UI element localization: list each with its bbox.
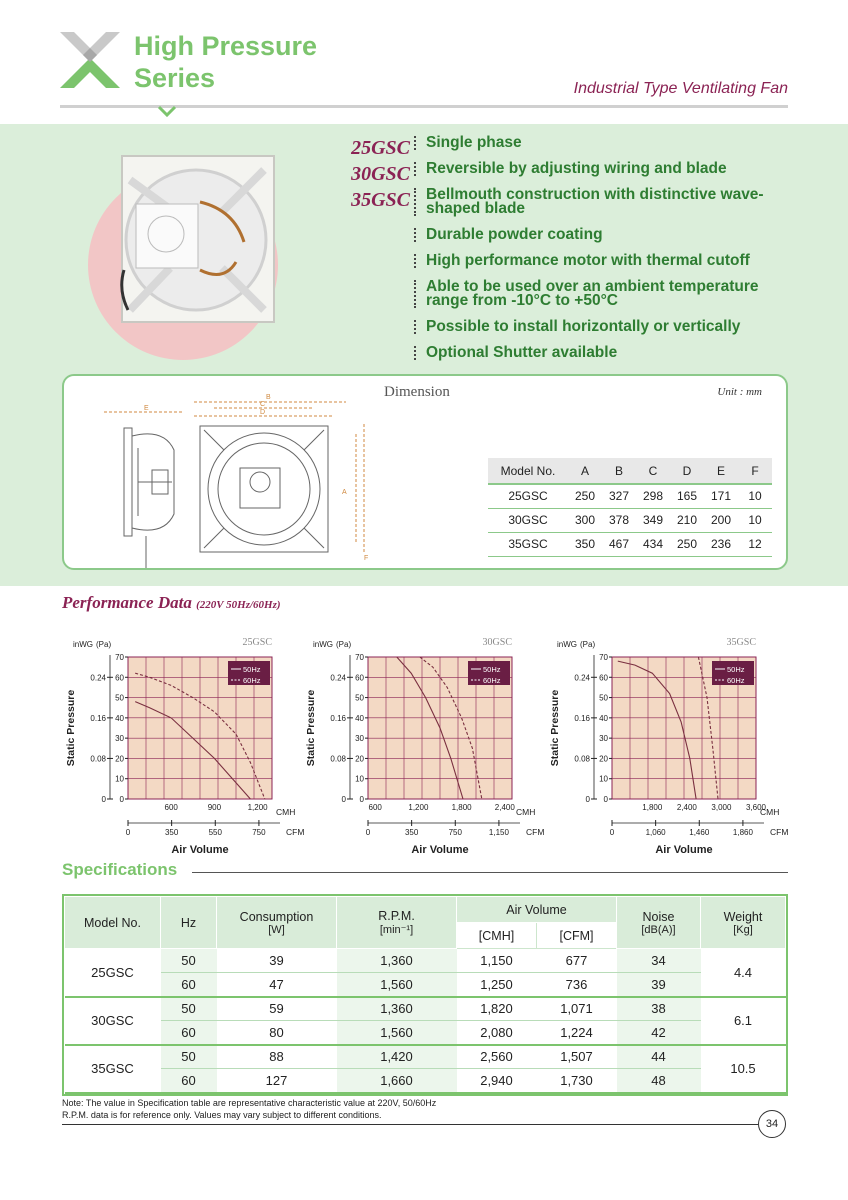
x-tick-label: 3,000 <box>711 803 732 812</box>
table-cell: 1,224 <box>537 1021 617 1045</box>
y-unit-left: inWG <box>557 640 577 649</box>
table-cell: 434 <box>636 532 670 556</box>
table-row <box>488 484 772 508</box>
dimension-table <box>488 458 772 557</box>
column-header: Model No. <box>65 897 161 949</box>
header-unit: [W] <box>268 923 285 936</box>
specification-notes <box>62 1097 436 1121</box>
page-number: 34 <box>758 1110 786 1138</box>
column-header: Air Volume <box>457 897 617 923</box>
dimension-letter: F <box>364 555 369 562</box>
x-unit-cfm: CFM <box>286 827 305 837</box>
header-unit: [min⁻¹] <box>379 924 414 936</box>
performance-title <box>62 593 281 613</box>
table-cell: 350 <box>568 532 602 556</box>
y-tick-label: 60 <box>355 673 364 683</box>
table-cell: 1,360 <box>337 997 457 1021</box>
x-tick-label: 1,800 <box>642 803 663 812</box>
x-tick-label: 900 <box>207 803 222 812</box>
inwg-tick-label: 0.24 <box>90 673 106 683</box>
y-tick-label: 10 <box>599 774 608 784</box>
cfm-tick-label: 1,150 <box>488 828 509 837</box>
chart-title: 35GSC <box>726 637 756 648</box>
dimension-letter: A <box>342 489 347 496</box>
table-cell: 47 <box>217 973 337 997</box>
table-cell: 250 <box>670 532 704 556</box>
x-tick-label: 600 <box>368 803 382 812</box>
column-header <box>337 897 457 949</box>
cfm-tick-label: 750 <box>448 828 462 837</box>
table-cell: 171 <box>704 484 738 508</box>
y-tick-label: 60 <box>599 673 608 683</box>
column-header: [CFM] <box>537 923 617 949</box>
column-header: Model No. <box>488 458 568 484</box>
table-cell: 467 <box>602 532 636 556</box>
table-cell: 1,250 <box>457 973 537 997</box>
table-cell: 42 <box>617 1021 701 1045</box>
table-cell: 35GSC <box>65 1045 161 1093</box>
y-tick-label: 40 <box>355 713 364 723</box>
column-header: A <box>568 458 602 484</box>
x-axis-title: Air Volume <box>411 844 469 856</box>
table-cell: 300 <box>568 508 602 532</box>
table-cell: 736 <box>537 973 617 997</box>
y-tick-label: 40 <box>115 713 124 723</box>
x-tick-label: 1,200 <box>247 803 268 812</box>
x-tick-label: 2,400 <box>676 803 697 812</box>
y-axis-title: Static Pressure <box>65 689 77 767</box>
table-cell: 200 <box>704 508 738 532</box>
x-tick-label: 1,800 <box>451 803 472 812</box>
cfm-tick-label: 0 <box>609 828 615 837</box>
dimension-table-header <box>488 458 772 484</box>
table-cell: 88 <box>217 1045 337 1069</box>
table-cell: 60 <box>161 1069 217 1093</box>
table-cell: 10 <box>738 508 772 532</box>
x-unit-cfm: CFM <box>770 827 789 837</box>
table-row <box>488 532 772 556</box>
table-cell: 1,730 <box>537 1069 617 1093</box>
column-header: F <box>738 458 772 484</box>
series-title <box>134 30 317 94</box>
table-cell: 60 <box>161 973 217 997</box>
table-cell: 1,420 <box>337 1045 457 1069</box>
table-cell: 1,820 <box>457 997 537 1021</box>
table-cell: 38 <box>617 997 701 1021</box>
feature-item: Bellmouth construction with distinctive wave-shaped blade <box>414 188 764 216</box>
performance-title-text: Performance Data <box>62 593 192 612</box>
chart-title: 30GSC <box>482 637 512 648</box>
table-row <box>65 949 786 973</box>
x-unit-cmh: CMH <box>276 807 296 817</box>
table-cell: 1,507 <box>537 1045 617 1069</box>
feature-item: Reversible by adjusting wiring and blade <box>414 162 794 176</box>
table-row <box>65 1069 786 1093</box>
dimension-title: Dimension <box>384 384 450 400</box>
table-cell: 1,071 <box>537 997 617 1021</box>
column-header <box>617 897 701 949</box>
y-tick-label: 50 <box>355 693 364 703</box>
table-row <box>65 973 786 997</box>
table-cell: 30GSC <box>65 997 161 1045</box>
table-cell: 10 <box>738 484 772 508</box>
inwg-tick-label: 0.16 <box>574 713 590 723</box>
table-cell: 50 <box>161 949 217 973</box>
header-label: Weight <box>723 909 763 924</box>
y-tick-label: 60 <box>115 673 124 683</box>
table-cell: 35GSC <box>488 532 568 556</box>
performance-chart-30gsc <box>300 632 545 856</box>
inwg-tick-label: 0.16 <box>330 713 346 723</box>
dimension-letter: D <box>260 409 266 416</box>
legend-label: 60Hz <box>243 676 261 685</box>
cfm-tick-label: 350 <box>164 828 179 837</box>
table-cell: 34 <box>617 949 701 973</box>
x-unit-cmh: CMH <box>516 807 536 817</box>
x-unit-cmh: CMH <box>760 807 780 817</box>
feature-item: Possible to install horizontally or vertically <box>414 320 794 334</box>
table-cell: 2,940 <box>457 1069 537 1093</box>
feature-item: Optional Shutter available <box>414 346 794 360</box>
y-unit-right: (Pa) <box>96 640 112 649</box>
table-cell: 378 <box>602 508 636 532</box>
table-cell: 50 <box>161 1045 217 1069</box>
specifications-table <box>64 896 786 1094</box>
feature-item: Durable powder coating <box>414 228 794 242</box>
y-tick-label: 30 <box>599 734 608 744</box>
table-cell: 80 <box>217 1021 337 1045</box>
table-cell: 127 <box>217 1069 337 1093</box>
legend-label: 60Hz <box>727 676 745 685</box>
table-cell: 298 <box>636 484 670 508</box>
y-unit-left: inWG <box>73 640 93 649</box>
table-row <box>488 508 772 532</box>
x-tick-label: 600 <box>164 803 178 812</box>
table-cell: 1,360 <box>337 949 457 973</box>
y-tick-label: 20 <box>599 754 608 764</box>
column-header: D <box>670 458 704 484</box>
column-header: B <box>602 458 636 484</box>
dimension-unit: Unit : mm <box>717 386 762 398</box>
table-cell: 250 <box>568 484 602 508</box>
inwg-tick-label: 0.24 <box>574 673 590 683</box>
cfm-tick-label: 550 <box>208 828 222 837</box>
header-unit: [dB(A)] <box>641 923 676 936</box>
y-tick-label: 0 <box>359 795 364 804</box>
y-tick-label: 50 <box>115 693 124 703</box>
y-unit-left: inWG <box>313 640 333 649</box>
y-tick-label: 70 <box>355 653 364 662</box>
dimension-letter: C <box>260 401 266 408</box>
specifications-title: Specifications <box>62 860 178 879</box>
x-axis-title: Air Volume <box>655 844 713 856</box>
table-cell: 25GSC <box>65 949 161 997</box>
legend-label: 50Hz <box>243 665 261 674</box>
title-line-1: High Pressure <box>134 31 318 61</box>
y-axis-title: Static Pressure <box>549 689 561 767</box>
cfm-tick-label: 1,460 <box>689 828 710 837</box>
inwg-tick-label: 0 <box>101 795 106 804</box>
y-tick-label: 10 <box>355 774 364 784</box>
title-line-2: Series <box>134 63 216 93</box>
table-cell: 59 <box>217 997 337 1021</box>
specifications-panel <box>62 894 788 1096</box>
y-tick-label: 20 <box>115 754 124 764</box>
table-cell: 327 <box>602 484 636 508</box>
column-header <box>701 897 786 949</box>
performance-condition: (220V 50Hz/60Hz) <box>196 599 281 611</box>
series-logo-icon <box>60 32 120 88</box>
table-cell: 1,660 <box>337 1069 457 1093</box>
footer-line <box>62 1124 758 1125</box>
dimension-drawing <box>94 382 374 568</box>
inwg-tick-label: 0.08 <box>330 754 346 764</box>
table-cell: 236 <box>704 532 738 556</box>
table-cell: 50 <box>161 997 217 1021</box>
table-row <box>65 997 786 1021</box>
header-label: Consumption <box>239 909 314 924</box>
inwg-tick-label: 0.08 <box>574 754 590 764</box>
table-cell: 60 <box>161 1021 217 1045</box>
table-cell: 210 <box>670 508 704 532</box>
x-tick-label: 3,600 <box>745 803 767 812</box>
inwg-tick-label: 0 <box>585 795 590 804</box>
table-cell: 2,080 <box>457 1021 537 1045</box>
table-cell: 39 <box>217 949 337 973</box>
y-tick-label: 0 <box>603 795 608 804</box>
table-cell: 1,560 <box>337 1021 457 1045</box>
table-cell: 12 <box>738 532 772 556</box>
table-cell: 10.5 <box>701 1045 786 1093</box>
table-cell: 1,560 <box>337 973 457 997</box>
column-header <box>217 897 337 949</box>
y-unit-right: (Pa) <box>336 640 352 649</box>
header-label: R.P.M. <box>378 909 415 923</box>
table-cell: 4.4 <box>701 949 786 997</box>
cfm-tick-label: 0 <box>365 828 371 837</box>
x-axis-title: Air Volume <box>171 844 229 856</box>
y-tick-label: 50 <box>599 693 608 703</box>
specifications-body <box>65 949 786 1093</box>
feature-item: Single phase <box>414 136 794 150</box>
column-header: C <box>636 458 670 484</box>
cfm-tick-label: 350 <box>404 828 419 837</box>
y-tick-label: 20 <box>355 754 364 764</box>
model-list <box>340 135 410 213</box>
y-tick-label: 70 <box>599 653 608 662</box>
y-tick-label: 10 <box>115 774 124 784</box>
feature-item: High performance motor with thermal cutoff <box>414 254 794 268</box>
table-cell: 48 <box>617 1069 701 1093</box>
table-cell: 25GSC <box>488 484 568 508</box>
table-cell: 1,150 <box>457 949 537 973</box>
header-unit: [Kg] <box>733 923 753 936</box>
legend-label: 60Hz <box>483 676 501 685</box>
table-cell: 349 <box>636 508 670 532</box>
column-header: [CMH] <box>457 923 537 949</box>
y-tick-label: 0 <box>119 795 124 804</box>
table-cell: 30GSC <box>488 508 568 532</box>
y-tick-label: 40 <box>599 713 608 723</box>
x-tick-label: 1,200 <box>408 803 429 812</box>
cfm-tick-label: 0 <box>125 828 131 837</box>
header-label: Noise <box>642 909 675 924</box>
table-row <box>65 1045 786 1069</box>
y-tick-label: 70 <box>115 653 124 662</box>
legend-label: 50Hz <box>727 665 745 674</box>
table-cell: 44 <box>617 1045 701 1069</box>
inwg-tick-label: 0.24 <box>330 673 346 683</box>
cfm-tick-label: 1,060 <box>645 828 666 837</box>
performance-chart-25gsc <box>60 632 305 856</box>
table-cell: 165 <box>670 484 704 508</box>
chart-title: 25GSC <box>242 637 272 648</box>
performance-chart-35gsc <box>544 632 789 856</box>
model-name: 30GSC <box>351 163 410 185</box>
y-unit-right: (Pa) <box>580 640 596 649</box>
product-type-subtitle: Industrial Type Ventilating Fan <box>573 80 788 97</box>
table-cell: 6.1 <box>701 997 786 1045</box>
x-tick-label: 2,400 <box>494 803 515 812</box>
table-cell: 39 <box>617 973 701 997</box>
table-cell: 2,560 <box>457 1045 537 1069</box>
cfm-tick-label: 1,860 <box>732 828 753 837</box>
model-name: 25GSC <box>351 137 410 159</box>
dimension-letter: B <box>266 394 271 401</box>
y-tick-label: 30 <box>355 734 364 744</box>
y-axis-title: Static Pressure <box>305 689 317 767</box>
chevron-down-icon <box>158 106 176 118</box>
table-cell: 677 <box>537 949 617 973</box>
column-header: E <box>704 458 738 484</box>
dimension-panel <box>62 374 788 570</box>
column-header: Hz <box>161 897 217 949</box>
feature-item: Able to be used over an ambient temperature range from -10°C to +50°C <box>414 280 764 308</box>
x-unit-cfm: CFM <box>526 827 545 837</box>
inwg-tick-label: 0 <box>341 795 346 804</box>
note-line: Note: The value in Specification table are representative characteristic value at 220V, 50/60Hz <box>62 1098 437 1108</box>
model-name: 35GSC <box>351 189 410 211</box>
note-line: R.P.M. data is for reference only. Values may vary subject to different conditions. <box>62 1110 382 1120</box>
legend-label: 50Hz <box>483 665 501 674</box>
table-row <box>65 1021 786 1045</box>
fan-product-image <box>104 150 280 328</box>
inwg-tick-label: 0.08 <box>90 754 106 764</box>
specifications-divider <box>192 872 788 873</box>
feature-list <box>414 136 794 372</box>
inwg-tick-label: 0.16 <box>90 713 106 723</box>
dimension-letter: E <box>144 405 149 412</box>
y-tick-label: 30 <box>115 734 124 744</box>
cfm-tick-label: 750 <box>252 828 266 837</box>
